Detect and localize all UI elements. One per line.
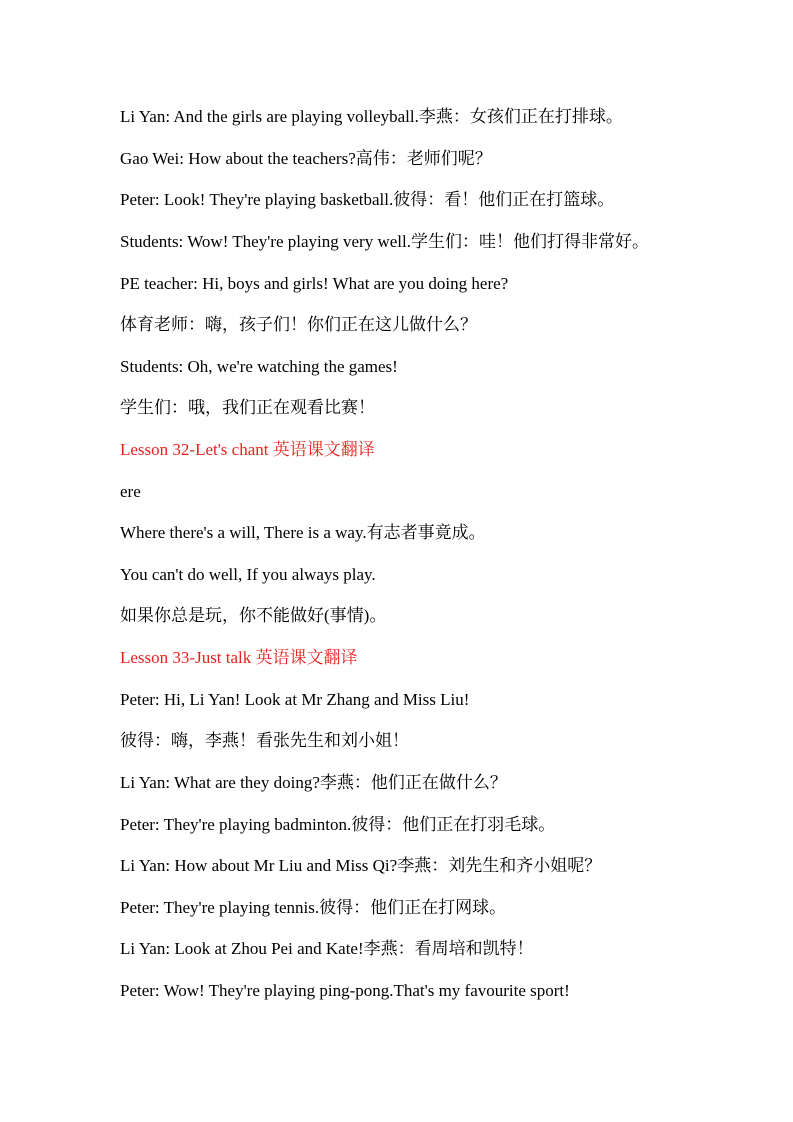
text-line: Li Yan: What are they doing?李燕：他们正在做什么？ [120,773,507,792]
text-line: Peter: Wow! They're playing ping-pong.That's my favourite sport! [120,981,570,1000]
text-line: Students: Wow! They're playing very well.学生们：哇！他们打得非常好。 [120,232,649,251]
text-line: Peter: Hi, Li Yan! Look at Mr Zhang and Miss Liu! [120,690,470,709]
text-line: Gao Wei: How about the teachers?高伟：老师们呢？ [120,149,492,168]
text-line: Peter: Look! They're playing basketball.彼得：看！他们正在打篮球。 [120,190,615,209]
text-line: 学生们：哦，我们正在观看比赛！ [120,398,375,417]
text-line: ere [120,482,141,501]
text-line: Peter: They're playing badminton.彼得：他们正在打羽毛球。 [120,815,556,834]
text-line: PE teacher: Hi, boys and girls! What are you doing here? [120,274,509,293]
section-heading-lesson-32: Lesson 32-Let's chant 英语课文翻译 [120,440,375,459]
section-heading-lesson-33: Lesson 33-Just talk 英语课文翻译 [120,648,358,667]
text-line: Students: Oh, we're watching the games! [120,357,398,376]
text-line: 体育老师：嗨，孩子们！你们正在这儿做什么？ [120,315,477,334]
text-line: Where there's a will, There is a way.有志者事竟成。 [120,523,486,542]
text-line: Li Yan: Look at Zhou Pei and Kate!李燕：看周培和凯特！ [120,939,534,958]
text-line: 如果你总是玩，你不能做好(事情)。 [120,606,387,625]
text-line: Peter: They're playing tennis.彼得：他们正在打网球。 [120,898,507,917]
text-line: Li Yan: And the girls are playing volleyball.李燕：女孩们正在打排球。 [120,107,623,126]
text-line: 彼得：嗨，李燕！看张先生和刘小姐！ [120,731,409,750]
text-line: You can't do well, If you always play. [120,565,376,584]
text-line: Li Yan: How about Mr Liu and Miss Qi?李燕：刘先生和齐小姐呢？ [120,856,602,875]
